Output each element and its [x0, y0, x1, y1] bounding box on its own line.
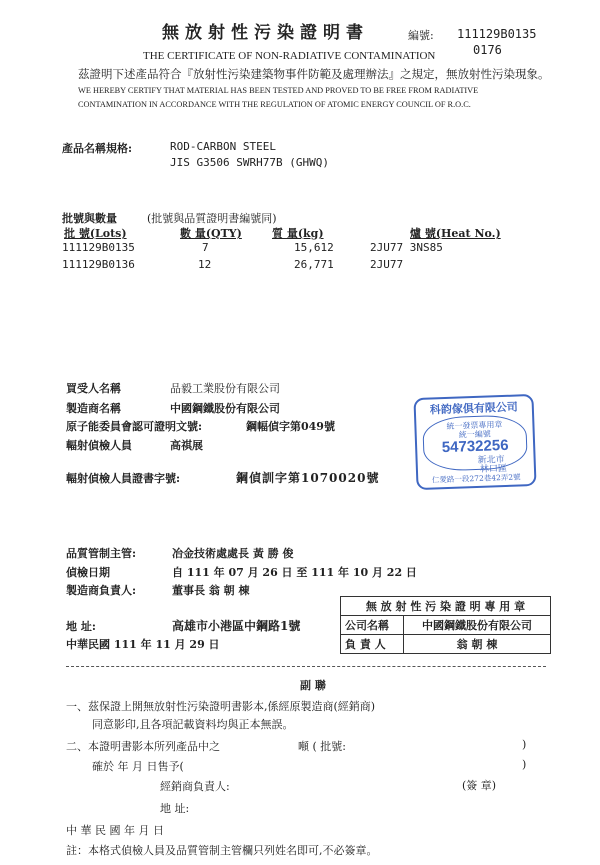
counterfoil-note: 註：本格式偵檢人員及品質管制主管欄只列姓名即可,不必簽章。: [66, 844, 378, 857]
counterfoil-date-line: 中 華 民 國 年 月 日: [66, 824, 164, 837]
counterfoil-item2a: 二、本證明書影本所列產品中之: [66, 740, 220, 753]
responsible-label: 製造商負責人:: [66, 584, 137, 597]
counterfoil-item1a: 一、茲保證上開無放射性污染證明書影本,係經原製造商(經銷商): [66, 700, 376, 713]
product-line2: JIS G3506 SWRH77B (GHWQ): [170, 156, 329, 169]
counterfoil-title: 副 聯: [300, 679, 326, 692]
address-value: 高雄市小港區中鋼路1號: [172, 619, 301, 633]
inspection-date: 自 111 年 07 月 26 日 至 111 年 10 月 22 日: [172, 566, 417, 579]
dealer-label: 經銷商負責人:: [160, 780, 230, 793]
certificate-title-cn: 無放射性污染證明書: [162, 23, 369, 43]
qc-label: 品質管制主管:: [66, 547, 137, 560]
stamp-company: 中國鋼鐵股份有限公司: [404, 616, 551, 635]
issue-date: 中華民國 111 年 11 月 29 日: [66, 638, 220, 651]
seal-district: 林口區: [479, 463, 508, 475]
seal-address: 仁愛路一段272巷42弄2號: [431, 472, 521, 485]
counterfoil-item2b: 確於 年 月 日售予(: [92, 760, 184, 773]
seal-city: 新北市: [477, 454, 505, 466]
maker-name: 中國鋼鐵股份有限公司: [170, 402, 280, 415]
lot-row-1-lot: 111129B0135: [62, 241, 135, 254]
lots-section-label: 批號與數量: [62, 212, 117, 225]
company-seal: [413, 394, 536, 490]
stamp-company-label: 公司名稱: [341, 616, 404, 635]
intro-en: [78, 84, 478, 112]
certificate-title-en: THE CERTIFICATE OF NON-RADIATIVE CONTAMINATION: [143, 50, 436, 62]
inspector-label: 輻射偵檢人員: [66, 439, 132, 452]
product-label: 產品名稱規格:: [62, 142, 133, 155]
intro-en-line1: WE HEREBY CERTIFY THAT MATERIAL HAS BEEN TESTED AND PROVED TO BE FREE FROM RADIATIVE: [78, 86, 479, 95]
lot-row-2-heat: 2JU77: [370, 258, 404, 271]
lot-row-1-heat: 2JU77 3NS85: [370, 241, 443, 254]
stamp-person-label: 負 責 人: [341, 635, 404, 654]
lot-row-2-lot: 111129B0136: [62, 258, 135, 271]
dealer-address-label: 地 址:: [160, 802, 190, 815]
inspector-cert-label: 輻射偵檢人員證書字號:: [66, 472, 181, 485]
stamp-person: 翁 朝 棟: [404, 635, 551, 654]
counterfoil-divider: [66, 666, 546, 667]
lot-row-1-mass: 15,612: [294, 241, 334, 254]
product-line1: ROD-CARBON STEEL: [170, 140, 276, 153]
intro-cn: 茲證明下述產品符合『放射性污染建築物事件防範及處理辦法』之規定，無放射性污染現象。: [78, 67, 550, 81]
lots-header-heat: 爐 號(Heat No.): [410, 227, 501, 240]
inspector-cert-number: 鋼偵訓字第1070020號: [236, 471, 380, 485]
seal-invoice-text: 統一發票專用章: [446, 420, 503, 431]
stamp-title: 無 放 射 性 污 染 證 明 專 用 章: [341, 597, 551, 616]
intro-en-line2: CONTAMINATION IN ACCORDANCE WITH THE REGULATION OF ATOMIC ENERGY COUNCIL OF R.O.C.: [78, 100, 471, 109]
seal-company-name: 科韵傢俱有限公司: [429, 400, 519, 417]
responsible-name: 董事長 翁 朝 棟: [172, 584, 250, 597]
lots-header-lot: 批 號(Lots): [64, 227, 127, 240]
cert-number-suffix: 0176: [473, 43, 502, 57]
counterfoil-paren-close-2: ): [522, 758, 527, 771]
buyer-name: 品毅工業股份有限公司: [170, 382, 280, 395]
counterfoil-item2-unit: 噸 ( 批號:: [298, 740, 346, 753]
counterfoil-paren-close-1: ): [522, 738, 527, 751]
lots-header-qty: 數 量(QTY): [180, 227, 242, 240]
cert-number-label: 編號:: [408, 29, 434, 42]
aec-label: 原子能委員會認可證明文號:: [66, 420, 203, 433]
inspection-date-label: 偵檢日期: [66, 566, 110, 579]
buyer-label: 買受人名稱: [66, 382, 121, 395]
seal-tax-id: 54732256: [441, 436, 509, 457]
lots-section-note: (批號與品質證明書編號同): [147, 212, 277, 225]
counterfoil-item1b: 同意影印,且各項記載資料均與正本無誤。: [92, 718, 294, 731]
qc-name: 冶金技術處處長 黃 勝 俊: [172, 547, 294, 560]
address-label: 地 址:: [66, 620, 96, 633]
inspector-name: 高祺展: [170, 439, 203, 452]
sign-label: (簽 章): [462, 779, 497, 792]
lot-row-2-qty: 12: [198, 258, 212, 271]
lot-row-1-qty: 7: [202, 241, 209, 254]
certificate-stamp-table: [340, 596, 551, 654]
aec-number: 鋼幅偵字第049號: [246, 420, 335, 433]
maker-label: 製造商名稱: [66, 402, 121, 415]
seal-tax-id-label: 統一編號: [458, 429, 491, 440]
cert-number: 111129B0135: [457, 27, 537, 41]
lot-row-2-mass: 26,771: [294, 258, 334, 271]
lots-header-mass: 質 量(kg): [272, 227, 324, 240]
